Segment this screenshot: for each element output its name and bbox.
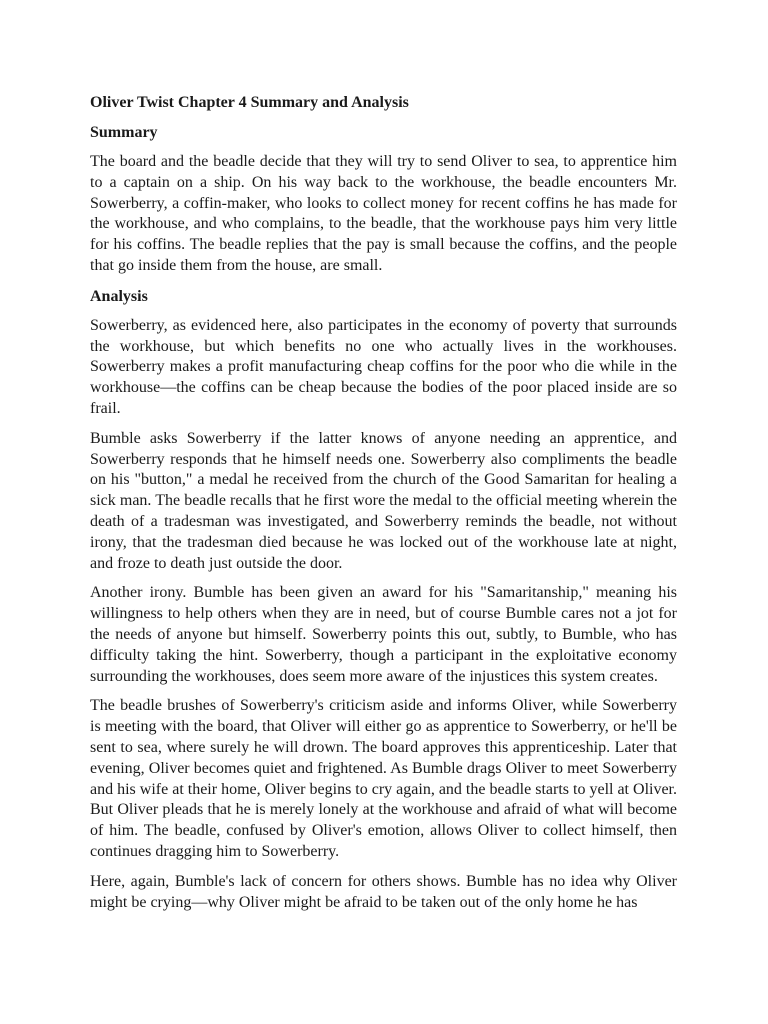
analysis-paragraph-4: The beadle brushes of Sowerberry's criticism aside and informs Oliver, while Sowerberry is meeting with the board, that Oliver will either go as apprentice to Sowerberry, or he'll be sent to sea, where surely he will drown. The board approves this apprenticeship. Later that evening, Oliver becomes quiet and frightened. As Bumble drags Oliver to meet Sowerberry and his wife at their home, Oliver begins to cry again, and the beadle starts to yell at Oliver. But Oliver pleads that he is merely lonely at the workhouse and afraid of what will become of him. The beadle, confused by Oliver's emotion, allows Oliver to collect himself, then continues dragging him to Sowerberry. (90, 697, 677, 860)
analysis-paragraph-2: Bumble asks Sowerberry if the latter knows of anyone needing an apprentice, and Sowerberry responds that he himself needs one. Sowerberry also compliments the beadle on his "button," a medal he received from the church of the Good Samaritan for healing a sick man. The beadle recalls that he first wore the medal to the official meeting wherein the death of a tradesman was investigated, and Sowerberry reminds the beadle, not without irony, that the tradesman died because he was locked out of the workhouse late at night, and froze to death just outside the door. (90, 429, 677, 572)
document-title: Oliver Twist Chapter 4 Summary and Analysis (90, 94, 409, 111)
summary-paragraph: The board and the beadle decide that they will try to send Oliver to sea, to apprentice him to a captain on a ship. On his way back to the workhouse, the beadle encounters Mr. Sowerberry, a coffin-maker, who looks to collect money for recent coffins he has made for the workhouse, and who complains, to the beadle, that the workhouse pays him very little for his coffins. The beadle replies that the pay is small because the coffins, and the people that go inside them from the house, are small. (90, 153, 677, 274)
section-heading-analysis: Analysis (90, 287, 148, 305)
analysis-paragraph-1: Sowerberry, as evidenced here, also participates in the economy of poverty that surrounds the workhouse, but which benefits no one who actually lives in the workhouses. Sowerberry makes a profit manufacturing cheap coffins for the poor who die while in the workhouse—the coffins can be cheap because the bodies of the poor placed inside are so frail. (90, 316, 677, 417)
section-heading-summary: Summary (90, 124, 158, 141)
analysis-paragraph-3: Another irony. Bumble has been given an award for his "Samaritanship," meaning his willingness to help others when they are in need, but of course Bumble cares not a jot for the needs of anyone but himself. Sowerberry points this out, subtly, to Bumble, who has difficulty taking the hint. Sowerberry, though a participant in the exploitative economy surrounding the workhouses, does seem more aware of the injustices this system creates. (90, 584, 677, 685)
document-page (90, 92, 677, 922)
analysis-paragraph-5: Here, again, Bumble's lack of concern for others shows. Bumble has no idea why Oliver might be crying—why Oliver might be afraid to be taken out of the only home he has (90, 872, 677, 911)
